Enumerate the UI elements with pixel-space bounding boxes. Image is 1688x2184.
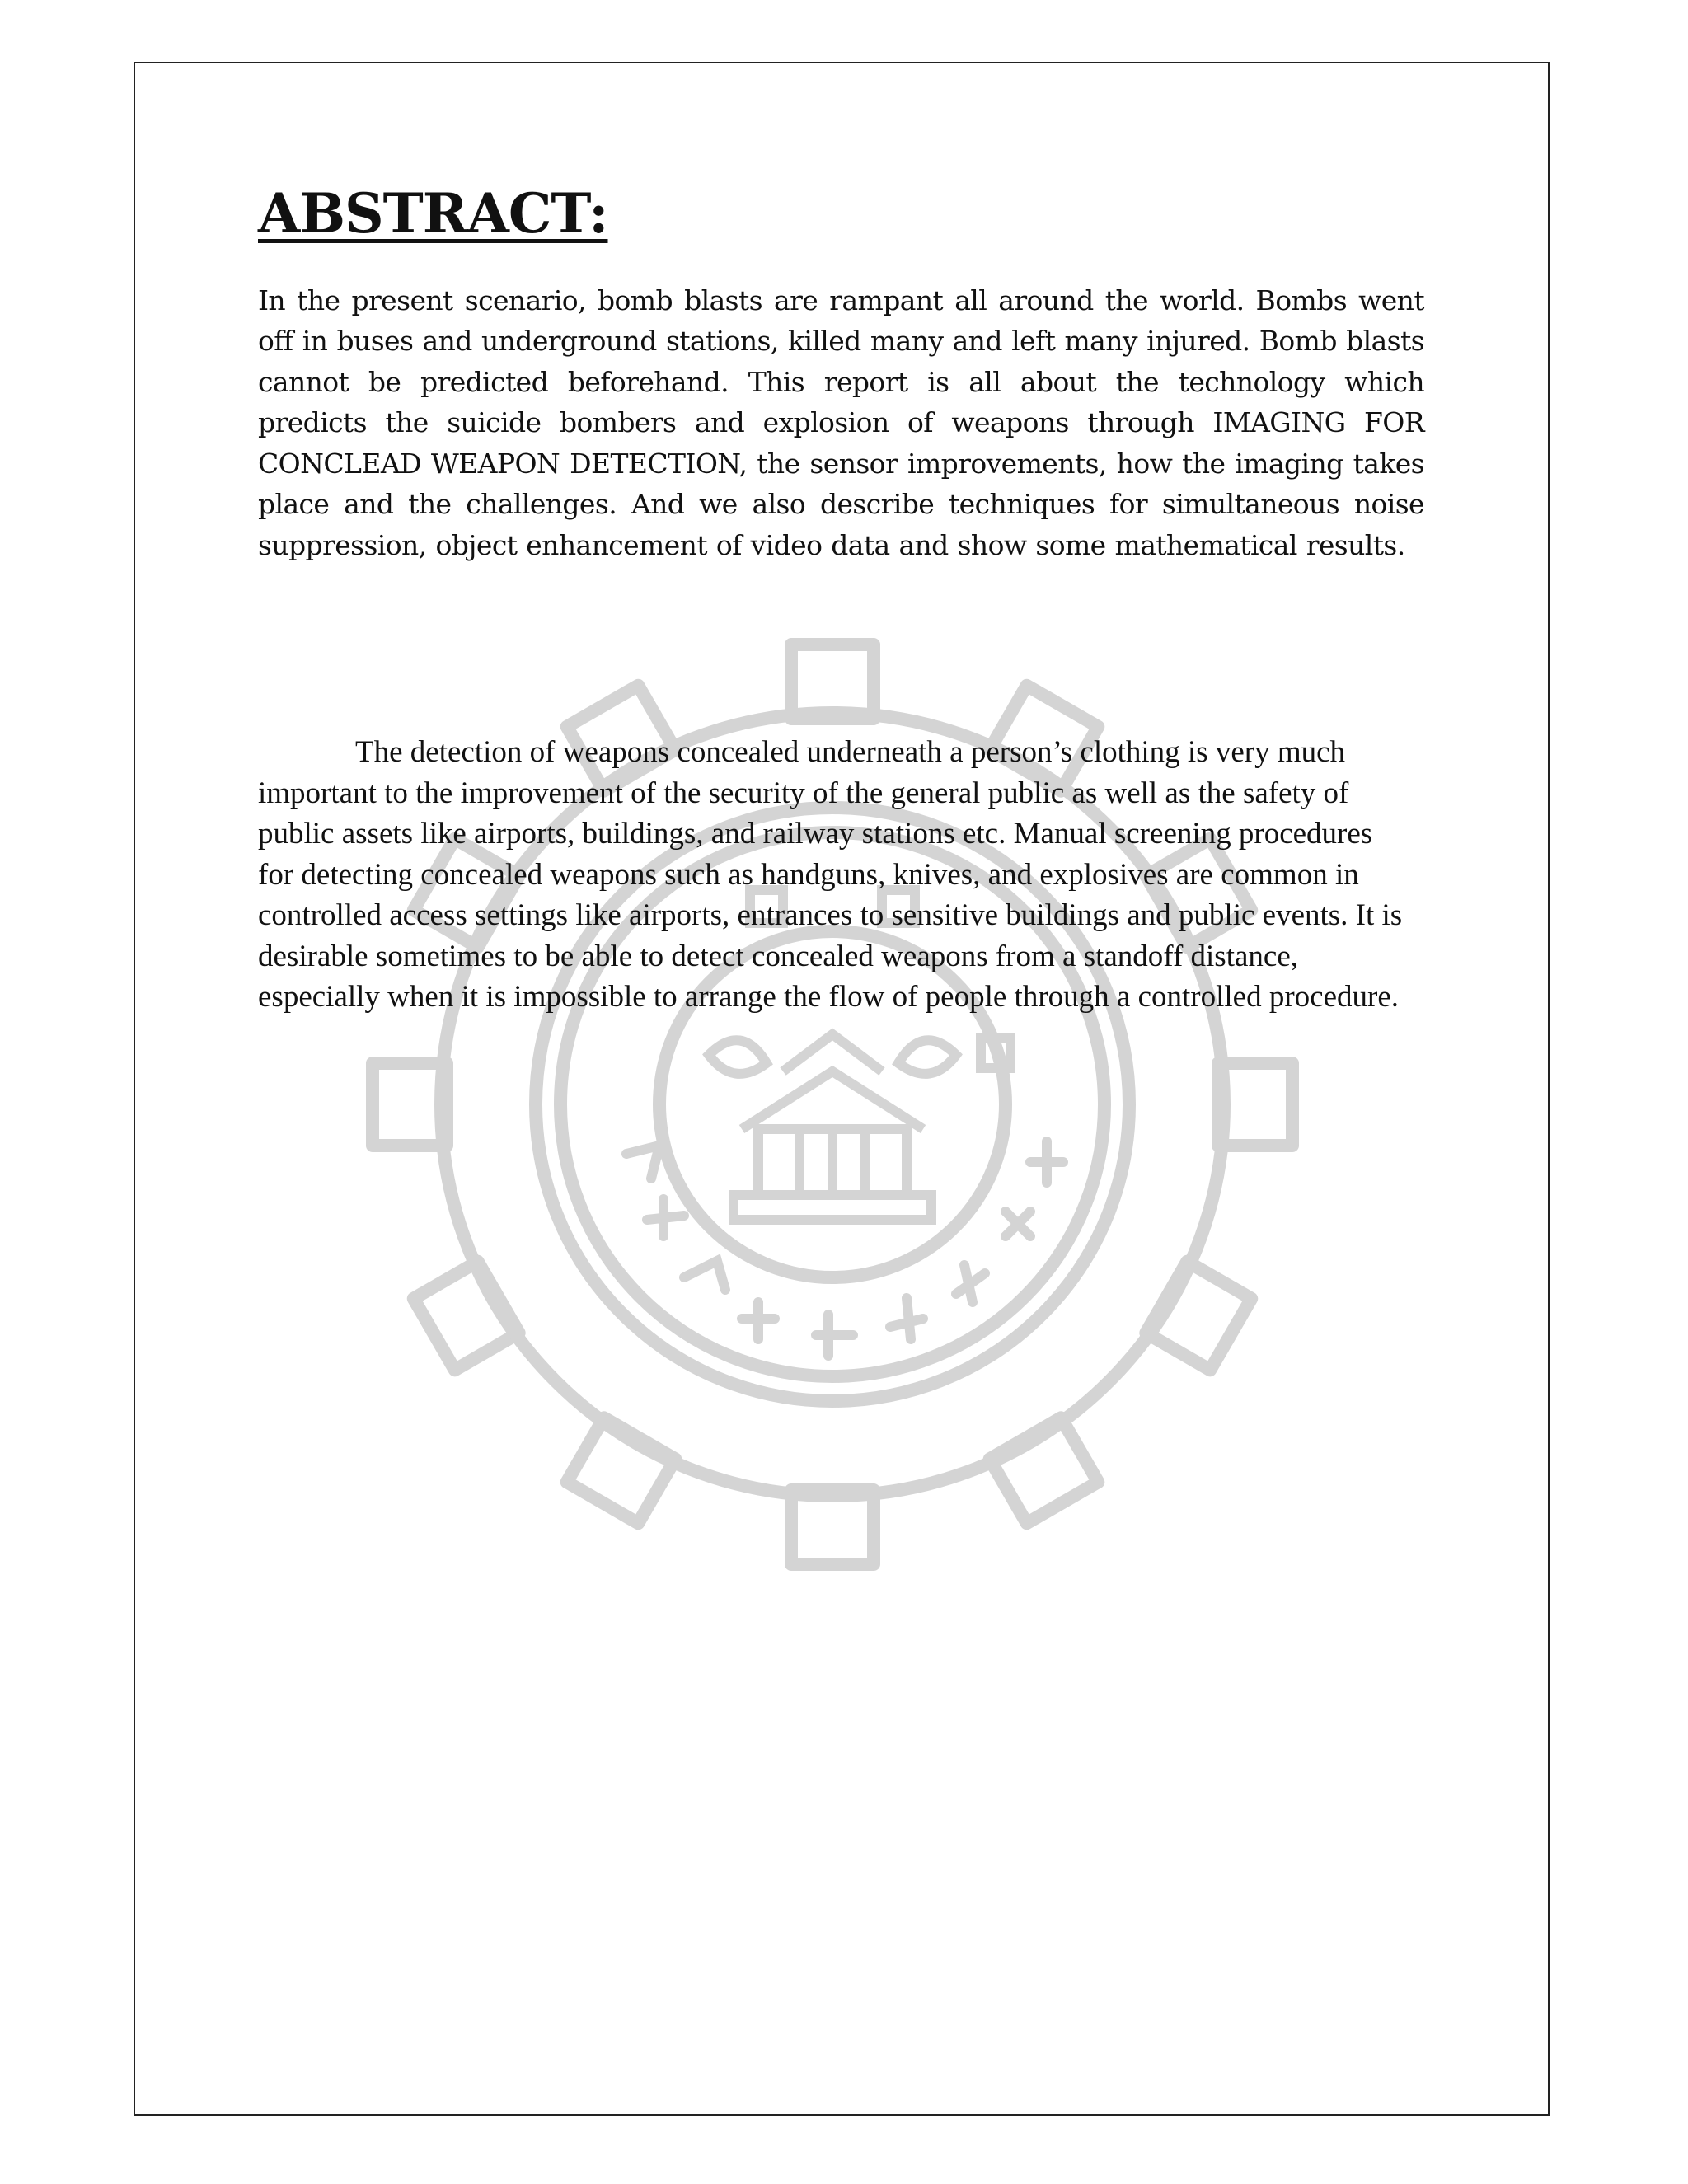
document-body [258, 183, 1424, 1018]
abstract-paragraph-1: In the present scenario, bomb blasts are rampant all around the world. Bombs went off in buses and underground stations, killed many and left many injured. Bomb blasts cannot be predicted beforehand. This report is all about the technology which predicts the suicide bombers and explosion of weapons through IMAGING FOR CONCLEAD WEAPON DETECTION, the sensor improvements, how the imaging takes place and the challenges. And we also describe techniques for simultaneous noise suppression, object enhancement of video data and show some mathematical results. [258, 284, 1424, 561]
abstract-paragraph-2: The detection of weapons concealed underneath a person’s clothing is very much important to the improvement of the security of the general public as well as the safety of public assets like airports, buildings, and railway stations etc. Manual screening procedures for detecting concealed weapons such as handguns, knives, and explosives are common in controlled access settings like airports, entrances to sensitive buildings and public events. It is desirable sometimes to be able to detect concealed weapons from a standoff distance, especially when it is impossible to arrange the flow of people through a controlled procedure. [258, 735, 1403, 1015]
page-title: ABSTRACT: [258, 181, 608, 246]
